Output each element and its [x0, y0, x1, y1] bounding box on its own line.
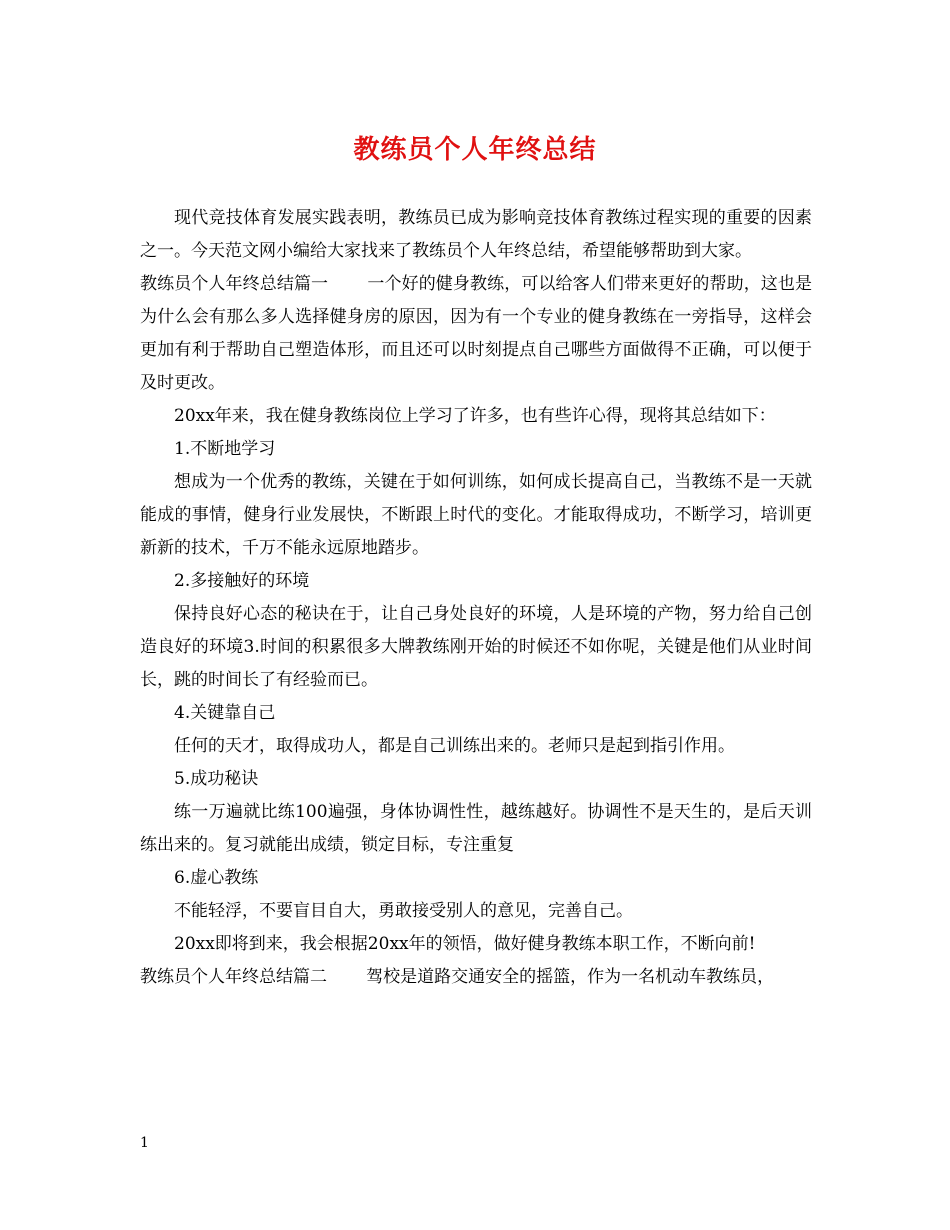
- item-1-heading: 1.不断地学习: [174, 439, 276, 459]
- item-1-text: 想成为一个优秀的教练，关键在于如何训练，如何成长提高自己，当教练不是一天就能成的事情，健身行业发展快，不断跟上时代的变化。才能取得成功，不断学习，培训更新新的技术，千万不能永远原地踏步。: [140, 472, 812, 558]
- section-2-text: 驾校是道路交通安全的摇篮，作为一名机动车教练员，: [366, 967, 775, 987]
- section-1-heading: 教练员个人年终总结篇一: [140, 274, 329, 294]
- intro-paragraph: 现代竞技体育发展实践表明，教练员已成为影响竞技体育教练过程实现的重要的因素之一。今天范文网小编给大家找来了教练员个人年终总结，希望能够帮助到大家。: [140, 208, 812, 261]
- item-6-heading: 6.虚心教练: [174, 868, 259, 888]
- item-5-text: 练一万遍就比练100遍强，身体协调性性，越练越好。协调性不是天生的，是后天训练出来的。复习就能出成绩，锁定目标，专注重复: [140, 802, 812, 855]
- item-2-text: 保持良好心态的秘诀在于，让自己身处良好的环境，人是环境的产物，努力给自己创造良好的环境3.时间的积累很多大牌教练刚开始的时候还不如你呢，关键是他们从业时间长，跳的时间长了有经验而已。: [140, 604, 812, 690]
- section-1-paragraph: [140, 268, 812, 400]
- item-4-text: 任何的天才，取得成功人，都是自己训练出来的。老师只是起到指引作用。: [174, 736, 735, 756]
- item-6-text: 不能轻浮，不要盲目自大，勇敢接受别人的意见，完善自己。: [174, 901, 633, 921]
- section-2-heading: 教练员个人年终总结篇二: [140, 967, 327, 987]
- page-number: 1: [140, 1135, 149, 1151]
- document-title: 教练员个人年终总结: [353, 135, 597, 165]
- closing-paragraph: 20xx即将到来，我会根据20xx年的领悟，做好健身教练本职工作，不断向前!: [174, 934, 756, 954]
- item-2-heading: 2.多接触好的环境: [174, 571, 310, 591]
- item-4-heading: 4.关键靠自己: [174, 703, 276, 723]
- section-2-paragraph: [140, 961, 812, 994]
- document-body: [140, 202, 812, 994]
- item-5-heading: 5.成功秘诀: [174, 769, 259, 789]
- section-1-text: 一个好的健身教练，可以给客人们带来更好的帮助，这也是为什么会有那么多人选择健身房的原因，因为有一个专业的健身教练在一旁指导，这样会更加有利于帮助自己塑造体形，而且还可以时刻提点自己哪些方面做得不正确，可以便于及时更改。: [140, 274, 813, 393]
- year-paragraph: 20xx年来，我在健身教练岗位上学习了许多，也有些许心得，现将其总结如下：: [174, 406, 776, 426]
